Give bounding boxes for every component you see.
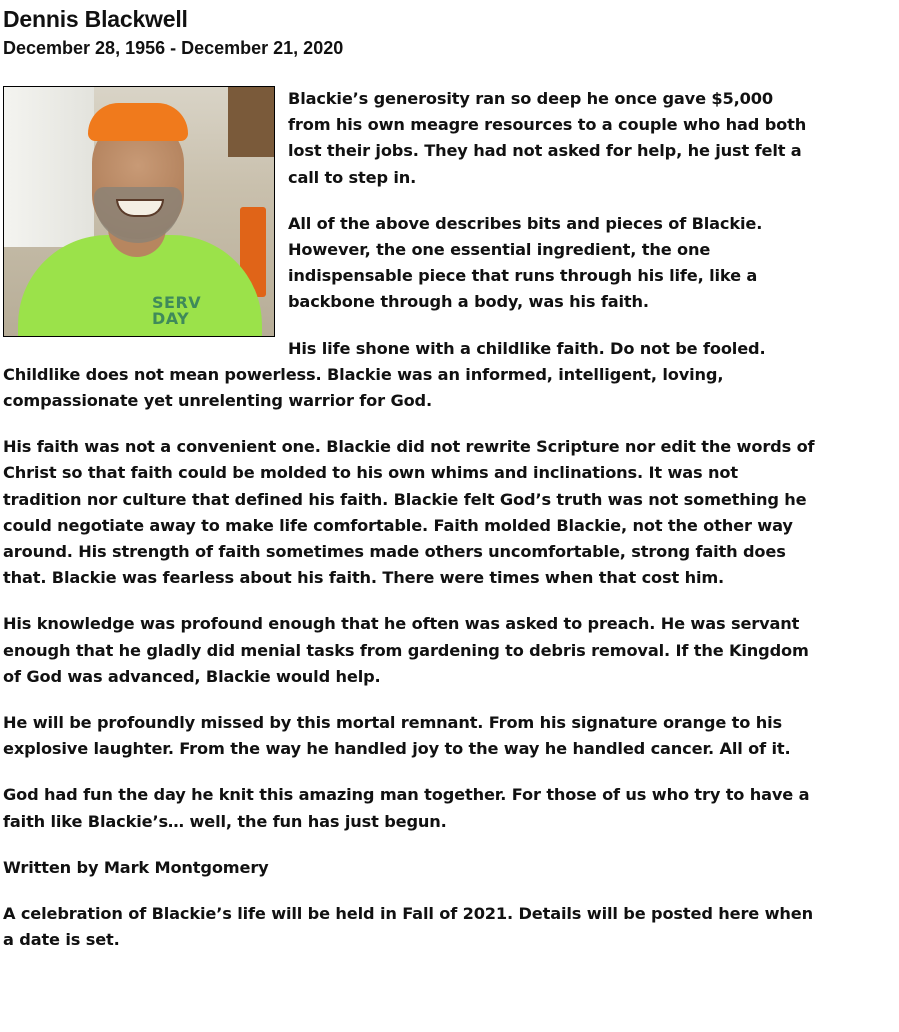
paragraph-convenient-faith: His faith was not a convenient one. Blackie did not rewrite Scripture nor edit the words of Christ so that faith could be molded to his own whims and inclinations. It was not tradition nor culture that defined his faith. Blackie felt God’s truth was not something he could negotiate away to make life comfortable. Faith molded Blackie, not the other way around. His strength of faith sometimes made others uncomfortable, strong faith does that. Blackie was fearless about his faith. There were times when that cost him.	[3, 437, 815, 588]
portrait-photo	[3, 86, 275, 337]
author-credit: Written by Mark Montgomery	[3, 857, 269, 877]
paragraph-missed: He will be profoundly missed by this mortal remnant. From his signature orange to his explosive laughter. From the way he handled joy to the way he handled cancer. All of it.	[3, 713, 791, 759]
life-dates: December 28, 1956 - December 21, 2020	[3, 38, 344, 58]
obituary-body	[3, 86, 818, 953]
paragraph-knowledge: His knowledge was profound enough that he often was asked to preach. He was servant enough that he gladly did menial tasks from gardening to debris removal. If the Kingdom of God was advanced, Blackie would help.	[3, 614, 809, 686]
paragraph-god-had-fun: God had fun the day he knit this amazing man together. For those of us who try to have a faith like Blackie’s… well, the fun has just begun.	[3, 785, 810, 831]
celebration-notice: A celebration of Blackie’s life will be held in Fall of 2021. Details will be posted here when a date is set.	[3, 904, 813, 950]
shirt-text-line2: DAY	[152, 309, 190, 328]
shirt-text-line1: SERV	[152, 293, 202, 312]
paragraph-generosity: Blackie’s generosity ran so deep he once gave $5,000 from his own meagre resources to a couple who had both lost their jobs. They had not asked for help, he just felt a call to step in.	[288, 89, 807, 187]
paragraph-faith-backbone: All of the above describes bits and pieces of Blackie. However, the one essential ingredient, the one indispensable piece that runs through his life, like a backbone through a body, was his faith.	[288, 213, 763, 312]
photo-orange-cap	[88, 103, 188, 141]
person-name: Dennis Blackwell	[3, 6, 188, 32]
obituary-page	[3, 4, 818, 973]
photo-cabinet	[228, 87, 274, 157]
photo-shirt-text	[152, 295, 201, 327]
photo-window	[4, 87, 94, 247]
paragraph-childlike-faith: His life shone with a childlike faith. Do not be fooled. Childlike does not mean powerless. Blackie was an informed, intelligent, loving, compassionate yet unrelenting warrior for God.	[3, 338, 766, 411]
